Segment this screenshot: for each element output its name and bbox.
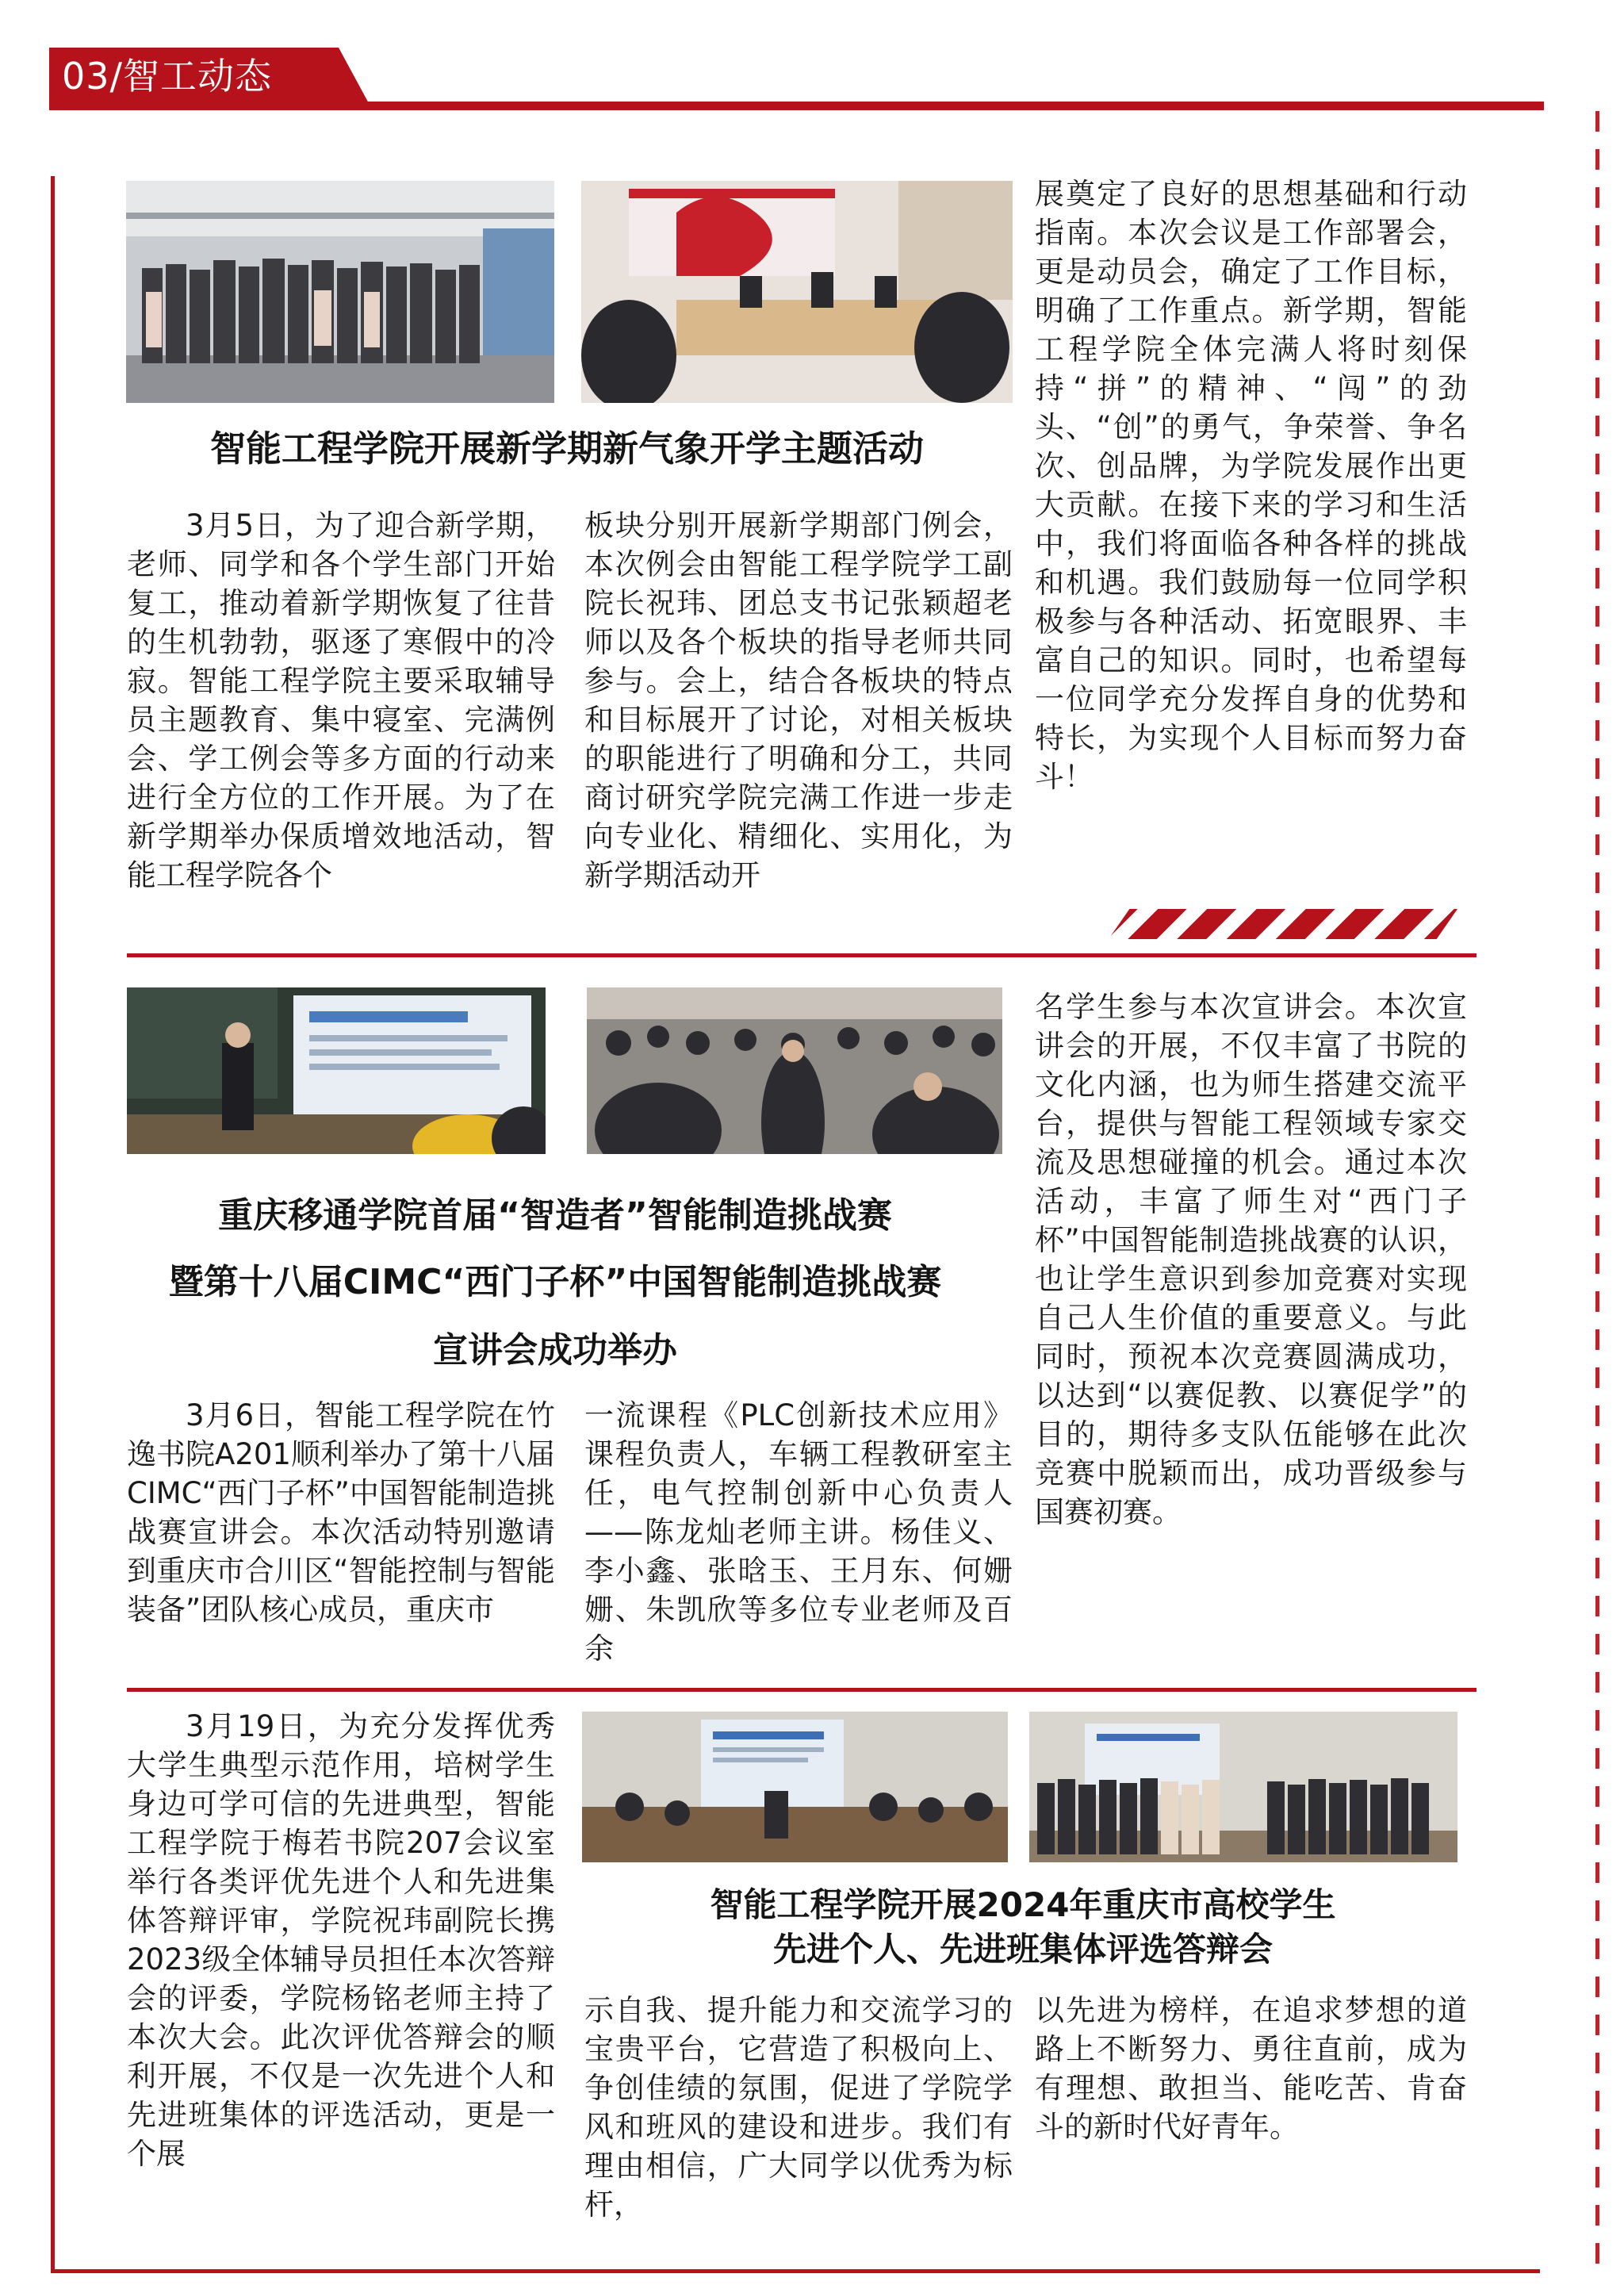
article-2-column-3: 名学生参与本次宣讲会。本次宣讲会的开展，不仅丰富了书院的文化内涵，也为师生搭建交流平台，提供与智能工程领域专家交流及思想碰撞的机会。通过本次活动，丰富了师生对“西门子杯”中国智能制造挑战赛的认识，也让学生意识到参加竞赛对实现自己人生价值的重要意义。与此同时，预祝本次竞赛圆满成功，以达到“以赛促教、以赛促学”的目的，期待多支队伍能够在此次竞赛中脱颖而出，成功晋级参与国赛初赛。: [1035, 990, 1467, 1529]
decorative-stripes: [1109, 909, 1457, 939]
article-3-title-line-2: 先进个人、先进班集体评选答辩会: [772, 1930, 1273, 1969]
article-3-column-1: 3月19日，为充分发挥优秀大学生典型示范作用，培树学生身边可学可信的先进典型，智能工程学院于梅若书院207会议室举行各类评优先进个人和先进集体答辩评审，学院祝玮副院长携2023级全体辅导员担任本次答辩会的评委，学院杨铭老师主持了本次大会。此次评优答辩会的顺利开展，不仅是一次先进个人和先进班集体的评选活动，更是一个展: [127, 1709, 555, 2171]
photo-lecture-speaker: [127, 987, 546, 1154]
section-title: 03/智工动态: [62, 55, 273, 98]
article-3-title-line-1: 智能工程学院开展2024年重庆市高校学生: [710, 1885, 1336, 1924]
article-1-title: 智能工程学院开展新学期新气象开学主题活动: [209, 428, 924, 470]
article-3-column-2: 示自我、提升能力和交流学习的宝贵平台，它营造了积极向上、争创佳绩的氛围，促进了学院学风和班风的建设和进步。我们有理由相信，广大同学以优秀为标杆，: [584, 1993, 1013, 2222]
article-1-column-1: 3月5日，为了迎合新学期，老师、同学和各个学生部门开始复工，推动着新学期恢复了往昔的生机勃勃，驱逐了寒假中的冷寂。智能工程学院主要采取辅导员主题教育、集中寝室、完满例会、学工例会等多方面的行动来进行全方位的工作开展。为了在新学期举办保质增效地活动，智能工程学院各个: [127, 508, 555, 892]
article-2-title-line-3: 宣讲会成功举办: [433, 1330, 677, 1371]
bottom-border-rule: [51, 2269, 1540, 2273]
header-rule: [49, 102, 1544, 110]
photo-lecture-audience: [587, 987, 1002, 1154]
photo-meeting-table: [581, 181, 1013, 403]
photo-defense-group: [1029, 1712, 1457, 1862]
article-2-title-line-1: 重庆移通学院首届“智造者”智能制造挑战赛: [218, 1195, 892, 1236]
left-border-rule: [51, 176, 55, 2273]
article-separator-2: [127, 1688, 1477, 1692]
article-2-title-line-2: 暨第十八届CIMC“西门子杯”中国智能制造挑战赛: [168, 1262, 942, 1302]
photo-group-standing: [126, 181, 554, 403]
photo-defense-meeting: [582, 1712, 1008, 1862]
article-separator-1: [127, 953, 1477, 957]
article-1-column-2: 板块分别开展新学期部门例会，本次例会由智能工程学院学工副院长祝玮、团总支书记张颖超老师以及各个板块的指导老师共同参与。会上，结合各板块的特点和目标展开了讨论，对相关板块的职能进行了明确和分工，共同商讨研究学院完满工作进一步走向专业化、精细化、实用化，为新学期活动开: [584, 508, 1013, 892]
article-1-column-3: 展奠定了良好的思想基础和行动指南。本次会议是工作部署会，更是动员会，确定了工作目标，明确了工作重点。新学期，智能工程学院全体完满人将时刻保持“拼”的精神、“闯”的劲头、“创”的勇气，争荣誉、争名次、创品牌，为学院发展作出更大贡献。在接下来的学习和生活中，我们将面临各种各样的挑战和机遇。我们鼓励每一位同学积极参与各种活动、拓宽眼界、丰富自己的知识。同时，也希望每一位同学充分发挥自身的优势和特长，为实现个人目标而努力奋斗！: [1035, 177, 1467, 794]
article-2-column-2: 一流课程《PLC创新技术应用》课程负责人，车辆工程教研室主任，电气控制创新中心负责人——陈龙灿老师主讲。杨佳义、李小鑫、张晗玉、王月东、何姗姗、朱凯欣等多位专业老师及百余: [584, 1398, 1013, 1666]
article-3-column-3: 以先进为榜样，在追求梦想的道路上不断努力、勇往直前，成为有理想、敢担当、能吃苦、肯奋斗的新时代好青年。: [1035, 1993, 1467, 2144]
right-dashed-rule: [1595, 111, 1599, 2276]
article-2-column-1: 3月6日，智能工程学院在竹逸书院A201顺利举办了第十八届CIMC“西门子杯”中国智能制造挑战赛宣讲会。本次活动特别邀请到重庆市合川区“智能控制与智能装备”团队核心成员，重庆市: [127, 1398, 555, 1627]
